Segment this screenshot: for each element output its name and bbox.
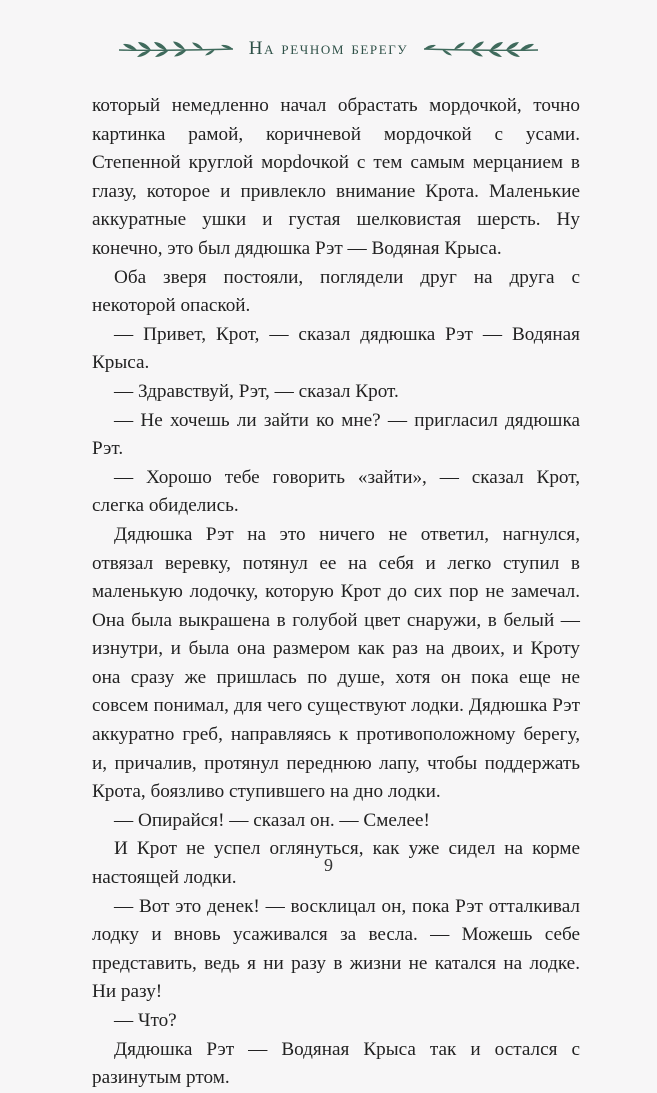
paragraph: Дядюшка Рэт на это ничего не ответил, нагнулся, отвязал веревку, потянул ее на себя и легко ступил в маленькую лодочку, которую Крот до сих пор не замечал. Она была выкрашена в голубой цвет снаружи, в белый — изнутри, и была она размером как раз на двоих, и Кроту она сразу же пришлась по душе, хотя он пока еще не совсем понимал, для чего существуют лодки. Дядюшка Рэт аккуратно греб, направляясь к противоположному берегу, и, причалив, протянул переднюю лапу, чтобы поддержать Крота, боязливо ступившего на дно лодки. — [92, 523, 580, 803]
paragraph: — Вот это денек! — восклицал он, пока Рэт отталкивал лодку и вновь усаживался за весла. — Можешь себе представить, ведь я ни разу в жизни не катался на лодке. Ни разу! — [92, 895, 580, 1003]
paragraph: — Опирайся! — сказал он. — Смелее! — [114, 809, 430, 831]
paragraph: — Привет, Крот, — сказал дядюшка Рэт — Водяная Крыса. — [92, 323, 580, 374]
paragraph: — Не хочешь ли зайти ко мне? — пригласил дядюшка Рэт. — [92, 409, 580, 460]
right-leafy-branch-icon — [422, 37, 540, 61]
paragraph: — Что? — [114, 1010, 177, 1031]
paragraph: Дядюшка Рэт — Водяная Крыса так и остался с разинутым ртом. — [92, 1038, 580, 1089]
page-number: 9 — [324, 855, 333, 875]
paragraph: — Хорошо тебе говорить «зайти», — сказал Крот, слегка обиделись. — [92, 466, 580, 517]
chapter-title: На речном берегу — [248, 38, 409, 59]
paragraph: — Здравствуй, Рэт, — сказал Крот. — [114, 380, 399, 402]
paragraph: который немедленно начал обрастать мордочкой, точно картинка рамой, коричневой мордочкой с усами. Степенной круглой морdочкой с тем самым мерцанием в глазу, которое и привлекло внимание Крота. Маленькие аккуратные ушки и густая шелковистая шерсть. Ну конечно, это был дядюшка Рэт — Водяная Крыса. — [92, 95, 580, 259]
paragraph: Оба зверя постояли, поглядели друг на друга с некоторой опаской. — [92, 266, 580, 317]
running-header — [0, 34, 657, 64]
left-leafy-branch-icon — [117, 37, 235, 61]
paragraph: И Крот не успел оглянуться, как уже сидел на корме настоящей лодки. — [92, 838, 580, 889]
body-text — [92, 92, 580, 1093]
